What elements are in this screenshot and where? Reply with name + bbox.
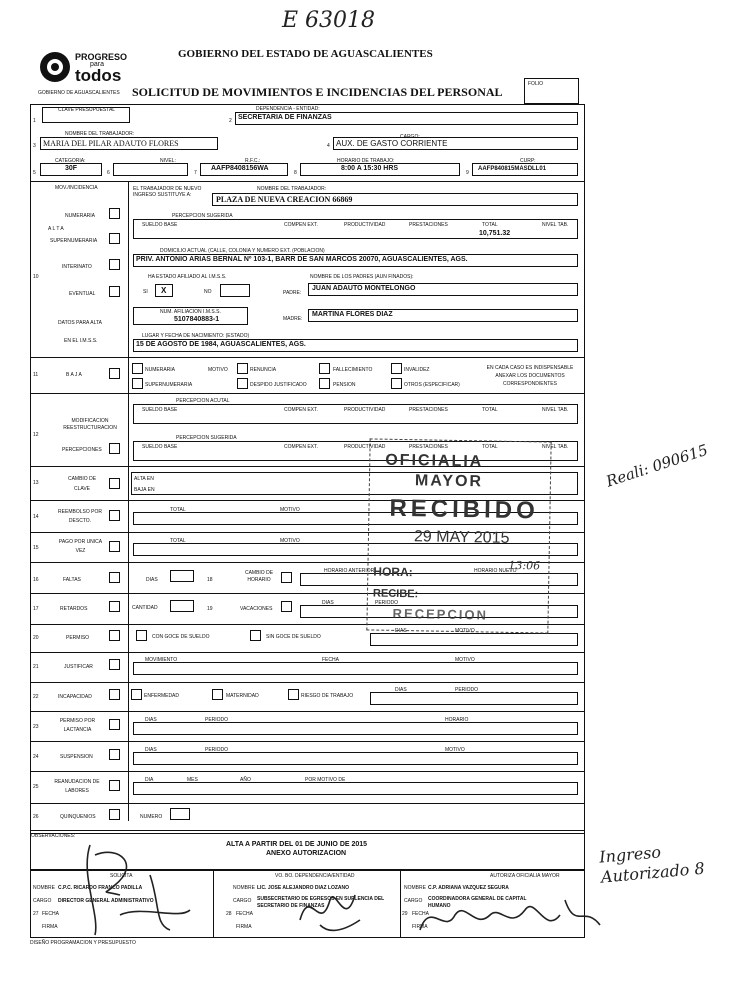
total-label: TOTAL (482, 407, 498, 413)
stamp-line2: MAYOR (414, 472, 484, 491)
horario-nuevo-label: HORARIO NUEVO (474, 568, 517, 574)
lactancia-label: PERMISO POR LACTANCIA (59, 718, 96, 733)
curp-label: CURP: (520, 158, 536, 164)
sin-goce-label: SIN GOCE DE SUELDO (266, 634, 321, 640)
padres-label: NOMBRE DE LOS PADRES (AUN FINADOS): (310, 274, 414, 280)
nombre-label: NOMBRE (233, 885, 255, 891)
curp-field[interactable] (472, 163, 578, 176)
suspension-checkbox[interactable] (109, 749, 120, 760)
datos-alta-label: DATOS PARA ALTA (58, 320, 102, 326)
vacaciones-label: VACACIONES (240, 606, 273, 612)
nombre-label: NOMBRE (33, 885, 55, 891)
rfc-field[interactable] (200, 163, 288, 176)
mov-header: MOV./INCIDENCIA (55, 185, 98, 191)
dia-label: DIA (145, 777, 154, 783)
cargo-label: CARGO (33, 898, 52, 904)
logo-caption: GOBIERNO DE AGUASCALIENTES (38, 90, 120, 96)
fecha-label: FECHA (412, 911, 429, 917)
margin-note-right-2: Ingreso Autorizado 8 (598, 842, 706, 887)
cambio-clave-checkbox[interactable] (109, 478, 120, 489)
reembolso-checkbox[interactable] (109, 510, 120, 521)
stamp-line3: RECIBIDO (389, 494, 540, 525)
row-number: 29 (402, 911, 408, 917)
productividad-label: PRODUCTIVIDAD (344, 222, 386, 228)
rfc-value: AAFP8408156WA (211, 165, 269, 172)
divider (30, 803, 585, 804)
total-value: 10,751.32 (479, 230, 511, 237)
margin-note-right-1: Reali: 090615 (603, 440, 711, 491)
row-number: 5 (33, 170, 36, 176)
baja-numeraria-label: NUMERARIA (145, 367, 176, 373)
afiliacion-field[interactable] (133, 307, 248, 325)
total-label: TOTAL (482, 444, 498, 450)
signature-scribble-2 (290, 880, 370, 940)
fecha-label: FECHA (322, 657, 339, 663)
nivel-field[interactable] (113, 163, 188, 176)
clave-label: CLAVE PRESUPUESTAL (58, 107, 116, 113)
nivel-label: NIVEL: (160, 158, 176, 164)
row-number: 26 (33, 814, 39, 820)
row-number: 20 (33, 635, 39, 641)
justificar-label: JUSTIFICAR (64, 664, 93, 670)
cantidad-label: CANTIDAD (132, 605, 158, 611)
row-number: 16 (33, 577, 39, 583)
dependencia-field[interactable] (235, 112, 578, 125)
row-number: 27 (33, 911, 39, 917)
row-number: 2 (229, 118, 232, 124)
horario-label: HORARIO DE TRABAJO: (337, 158, 395, 164)
row-number: 21 (33, 664, 39, 670)
renuncia-label: RENUNCIA (250, 367, 277, 373)
alta-label: A L T A (48, 226, 64, 232)
movimiento-label: MOVIMIENTO (145, 657, 178, 663)
motivo-label: MOTIVO (445, 747, 465, 753)
periodo-label: PERIODO (455, 687, 479, 693)
mes-label: MES (187, 777, 198, 783)
riesgo-label: RIESGO DE TRABAJO (301, 693, 354, 699)
percepcion-actual-field[interactable] (133, 404, 578, 424)
cargo-label: CARGO (404, 898, 423, 904)
dias-label: DIAS (146, 577, 158, 583)
sueldo-base-label: SUELDO BASE (142, 222, 178, 228)
sueldo-base-label: SUELDO BASE (142, 407, 178, 413)
signature-title: AUTORIZA OFICIALIA MAYOR (490, 873, 560, 879)
cambio-horario-checkbox[interactable] (281, 572, 292, 583)
divider (30, 652, 585, 653)
enfermedad-checkbox[interactable] (131, 689, 142, 700)
justificar-field[interactable] (133, 662, 578, 675)
stamp-hora-label: HORA: (373, 564, 413, 580)
lugar-label: LUGAR Y FECHA DE NACIMIENTO: (ESTADO) (142, 333, 250, 339)
cambio-clave-label: CAMBIO DE CLAVE (67, 476, 97, 492)
column-divider (400, 870, 401, 938)
cargo-label: CARGO: (400, 134, 420, 140)
fecha-label: FECHA (42, 911, 59, 917)
clave-presupuestal-field[interactable] (42, 107, 130, 123)
interinato-checkbox[interactable] (109, 259, 120, 270)
row-number: 25 (33, 784, 39, 790)
incapacidad-label: INCAPACIDAD (58, 694, 92, 700)
quinquenios-field[interactable] (170, 808, 190, 820)
column-divider (213, 870, 214, 938)
rfc-label: R.F.C.: (245, 158, 261, 164)
faltas-dias-field[interactable] (170, 570, 194, 582)
reanudacion-label: REANUDACION DE LABORES (54, 779, 100, 794)
divider (30, 682, 585, 683)
total-label: TOTAL (482, 222, 498, 228)
motivo-label: MOTIVO (280, 538, 300, 544)
despido-label: DESPIDO JUSTIFICADO (250, 382, 307, 388)
nivel-tab-label: NIVEL TAB. (542, 222, 569, 228)
renuncia-checkbox[interactable] (237, 363, 248, 374)
categoria-field[interactable] (40, 163, 102, 176)
row-number: 1 (33, 118, 36, 124)
domicilio-field[interactable] (133, 254, 578, 267)
permiso-label: PERMISO (66, 635, 90, 641)
logo-line3: todos (75, 66, 122, 85)
vacaciones-checkbox[interactable] (281, 601, 292, 612)
supernumeraria-label: SUPERNUMERARIA (50, 238, 98, 244)
row-number: 14 (33, 514, 39, 520)
row-number: 11 (33, 372, 39, 378)
dias-label: DIAS (395, 628, 407, 634)
numeraria-checkbox[interactable] (109, 208, 120, 219)
row-number: 10 (33, 274, 39, 280)
si-label: SI (143, 289, 148, 295)
prestaciones-label: PRESTACIONES (409, 444, 448, 450)
row-number: 3 (33, 143, 36, 149)
row-number: 6 (107, 170, 110, 176)
sueldo-base-label: SUELDO BASE (142, 444, 178, 450)
motivo-label: MOTIVO (455, 628, 475, 634)
divider (30, 771, 585, 772)
percepciones-checkbox[interactable] (109, 443, 120, 454)
row-number: 22 (33, 694, 39, 700)
enfermedad-label: ENFERMEDAD (144, 693, 180, 699)
percepciones-label: PERCEPCIONES (62, 447, 102, 453)
despido-checkbox[interactable] (237, 378, 248, 389)
pension-checkbox[interactable] (319, 378, 330, 389)
periodo-label: PERIODO (375, 600, 399, 606)
percepcion-sugerida-mod-label: PERCEPCION SUGERIDA (176, 435, 237, 441)
permiso-field[interactable] (370, 633, 578, 646)
observaciones-line2: ANEXO AUTORIZACION (266, 850, 347, 857)
observaciones-line1: ALTA A PARTIR DEL 01 DE JUNIO DE 2015 (226, 841, 368, 848)
motivo-label: MOTIVO (208, 367, 228, 373)
logo (38, 50, 138, 95)
maternidad-label: MATERNIDAD (226, 693, 259, 699)
plaza-value: PLAZA DE NUEVA CREACION 66869 (216, 195, 353, 204)
reembolso-label: REEMBOLSO POR DESCTO. (58, 509, 102, 524)
fecha-label: FECHA (236, 911, 253, 917)
nombre-label: NOMBRE DEL TRABAJADOR: (65, 131, 135, 137)
sustituye-field[interactable] (212, 193, 578, 206)
afiliado-label: HA ESTADO AFILIADO AL I.M.S.S. (148, 274, 227, 280)
footer-note: DISEÑO PROGRAMACION Y PRESUPUESTO (30, 940, 136, 946)
divider (30, 393, 585, 394)
form-title: SOLICITUD DE MOVIMIENTOS E INCIDENCIAS DEL PERSONAL (132, 85, 503, 99)
padre-label: PADRE: (283, 290, 302, 296)
invalidez-label: INVALIDEZ (404, 367, 430, 373)
nombre-label: NOMBRE (404, 885, 426, 891)
compen-ext-label: COMPEN EXT. (284, 222, 318, 228)
row-number: 17 (33, 606, 39, 612)
baja-note: EN CADA CASO ES INDISPENSABLE ANEXAR LOS DOCUMENTOS CORRESPONDIENTES (486, 365, 574, 387)
dias-label: DIAS (395, 687, 407, 693)
nivel-tab-label: NIVEL TAB. (542, 407, 569, 413)
signer-name: C.P. ADRIANA VAZQUEZ SEGURA (428, 885, 509, 891)
dias-label: DIAS (145, 717, 157, 723)
por-motivo-label: POR MOTIVO DE (305, 777, 346, 783)
row-number: 19 (207, 606, 213, 612)
prestaciones-label: PRESTACIONES (409, 407, 448, 413)
pension-label: PENSION (333, 382, 356, 388)
con-goce-label: CON GOCE DE SUELDO (152, 634, 210, 640)
row-number: 18 (207, 577, 213, 583)
divider (30, 741, 585, 742)
total-label: TOTAL (170, 507, 186, 513)
stamp-date: 29 MAY 2015 (413, 528, 510, 547)
compen-ext-label: COMPEN EXT. (284, 444, 318, 450)
percepcion-actual-label: PERCEPCION ACUTAL (176, 398, 230, 404)
lactancia-checkbox[interactable] (109, 719, 120, 730)
motivo-label: MOTIVO (280, 507, 300, 513)
row-number: 15 (33, 545, 39, 551)
numeraria-label: NUMERARIA (65, 213, 96, 219)
signature-title: SOLICITA (110, 873, 133, 879)
nombre-trab-label: NOMBRE DEL TRABAJADOR: (257, 186, 327, 192)
observaciones-label: OBSERVACIONES: (31, 833, 76, 839)
fallecimiento-checkbox[interactable] (319, 363, 330, 374)
domicilio-label: DOMICILIO ACTUAL (CALLE, COLONIA Y NUMERO EXT. (POBLACION) (160, 248, 325, 254)
retardos-cantidad-field[interactable] (170, 600, 194, 612)
sin-goce-checkbox[interactable] (250, 630, 261, 641)
eventual-checkbox[interactable] (109, 286, 120, 297)
retardos-checkbox[interactable] (109, 601, 120, 612)
si-checkbox[interactable] (155, 284, 173, 297)
en-imss-label: EN EL I.M.S.S. (64, 338, 98, 344)
no-label: NO (204, 289, 212, 295)
column-divider (128, 181, 129, 821)
row-number: 8 (294, 170, 297, 176)
otros-label: OTROS (ESPECIFICAR) (404, 382, 460, 388)
madre-label: MADRE: (283, 316, 303, 322)
otros-checkbox[interactable] (391, 378, 402, 389)
reception-stamp (366, 438, 551, 633)
justificar-checkbox[interactable] (109, 659, 120, 670)
signer-name: LIC. JOSE ALEJANDRO DIAZ LOZANO (257, 885, 350, 891)
periodo-label: PERIODO (205, 747, 229, 753)
lugar-field[interactable] (133, 339, 578, 352)
permiso-checkbox[interactable] (109, 630, 120, 641)
productividad-label: PRODUCTIVIDAD (344, 407, 386, 413)
invalidez-checkbox[interactable] (391, 363, 402, 374)
signer-cargo: SUBSECRETARIO DE EGRESOS EN SUPLENCIA DEL SECRETARIO DE FINANZAS (257, 896, 385, 909)
signature-scribble-1 (60, 835, 200, 945)
cargo-field[interactable] (333, 137, 578, 150)
categoria-label: CATEGORIA: (55, 158, 86, 164)
horario-value: 8:00 A 15:30 HRS (341, 165, 399, 172)
productividad-label: PRODUCTIVIDAD (344, 444, 386, 450)
signer-cargo: COORDINADORA GENERAL DE CAPITAL HUMANO (428, 896, 527, 909)
stamp-hora-value: 13:06 (508, 558, 541, 573)
prestaciones-label: PRESTACIONES (409, 222, 448, 228)
quinquenios-label: QUINQUENIOS (60, 814, 96, 820)
nivel-tab-label: NIVEL TAB. (542, 444, 569, 450)
retardos-label: RETARDOS (60, 606, 88, 612)
divider (30, 357, 585, 358)
faltas-label: FALTAS (63, 577, 81, 583)
signer-cargo: DIRECTOR GENERAL ADMINISTRATIVO (58, 898, 154, 904)
cargo-value: AUX. DE GASTO CORRIENTE (336, 139, 448, 148)
row-number: 12 (33, 432, 39, 438)
folio-label: FOLIO (528, 81, 544, 87)
dias-label: DIAS (145, 747, 157, 753)
madre-field[interactable] (308, 309, 578, 322)
logo-line2: para (90, 61, 105, 68)
handwritten-folio: E 63018 (282, 8, 376, 33)
faltas-checkbox[interactable] (109, 572, 120, 583)
logo-mark-icon (38, 50, 72, 84)
compen-ext-label: COMPEN EXT. (284, 407, 318, 413)
incapacidad-checkbox[interactable] (109, 689, 120, 700)
folio-box[interactable] (524, 78, 579, 104)
nombre-value: MARIA DEL PILAR ADAUTO FLORES (43, 139, 179, 148)
madre-value: MARTINA FLORES DIAZ (312, 311, 393, 318)
divider (30, 711, 585, 712)
stamp-recibe-label: RECIBE: (372, 587, 419, 601)
stamp-line1: OFICIALIA (385, 451, 484, 471)
periodo-label: PERIODO (205, 717, 229, 723)
horario-field[interactable] (300, 163, 460, 176)
reanudacion-checkbox[interactable] (109, 780, 120, 791)
si-mark: X (161, 286, 167, 295)
ano-label: AÑO (240, 777, 251, 783)
row-number: 23 (33, 724, 39, 730)
no-checkbox[interactable] (220, 284, 250, 297)
suspension-field[interactable] (133, 752, 578, 765)
signer-name: C.P.C. RICARDO FRANCO PADILLA (58, 885, 143, 891)
baja-label: B A J A (66, 372, 82, 378)
con-goce-checkbox[interactable] (136, 630, 147, 641)
divider (30, 181, 585, 182)
pago-unica-checkbox[interactable] (109, 541, 120, 552)
numero-label: NUMERO (140, 814, 163, 820)
lactancia-field[interactable] (133, 722, 578, 735)
afiliacion-value: 5107840883-1 (174, 316, 220, 323)
padre-value: JUAN ADAUTO MONTELONGO (312, 285, 416, 292)
supernumeraria-checkbox[interactable] (109, 233, 120, 244)
fallecimiento-label: FALLECIMIENTO (333, 367, 373, 373)
horario-anterior-label: HORARIO ANTERIOR (324, 568, 375, 574)
dependencia-label: DEPENDENCIA - ENTIDAD: (256, 106, 320, 112)
reanudacion-field[interactable] (133, 782, 578, 795)
baja-checkbox[interactable] (109, 368, 120, 379)
modificacion-label: MODIFICACION REESTRUCTURACION (63, 418, 117, 431)
firma-label: FIRMA (236, 924, 252, 930)
dependencia-value: SECRETARIA DE FINANZAS (238, 114, 332, 121)
alta-en-label: ALTA EN (134, 476, 154, 482)
sustituye-label: EL TRABAJADOR DE NUEVO INGRESO SUSTITUYE A: (133, 186, 202, 198)
row-number: 9 (466, 170, 469, 176)
riesgo-checkbox[interactable] (288, 689, 299, 700)
categoria-value: 30F (65, 165, 78, 172)
baja-en-label: BAJA EN (134, 487, 155, 493)
logo-line1: PROGRESO (75, 52, 128, 62)
maternidad-checkbox[interactable] (212, 689, 223, 700)
quinquenios-checkbox[interactable] (109, 809, 120, 820)
curp-value: AAFP840815MASDLL01 (478, 166, 547, 172)
firma-label: FIRMA (412, 924, 428, 930)
stamp-line4: RECEPCION (392, 605, 489, 623)
percepcion-alta-field[interactable] (133, 219, 578, 239)
dias-label: DIAS (322, 600, 334, 606)
cargo-label: CARGO (233, 898, 252, 904)
percepcion-sugerida-label: PERCEPCION SUGERIDA (172, 213, 233, 219)
signature-scribble-3 (415, 890, 615, 945)
row-number: 28 (226, 911, 232, 917)
signature-title: VO. BO. DEPENDENCIA/ENTIDAD (275, 873, 355, 879)
baja-numeraria-checkbox[interactable] (132, 363, 143, 374)
horario-label: HORARIO (445, 717, 469, 723)
interinato-label: INTERINATO (62, 264, 92, 270)
baja-supernumeraria-checkbox[interactable] (132, 378, 143, 389)
row-number: 24 (33, 754, 39, 760)
gov-title: GOBIERNO DEL ESTADO DE AGUASCALIENTES (178, 48, 433, 60)
total-label: TOTAL (170, 538, 186, 544)
padre-field[interactable] (308, 283, 578, 296)
firma-label: FIRMA (42, 924, 58, 930)
domicilio-value: PRIV. ANTONIO ARIAS BERNAL Nº 103-1, BARR DE SAN MARCOS 20070, AGUASCALIENTES, AGS. (136, 256, 468, 263)
baja-supernumeraria-label: SUPERNUMERARIA (145, 382, 193, 388)
nombre-field[interactable] (40, 137, 218, 150)
pago-unica-label: PAGO POR UNICA VEZ (58, 539, 103, 554)
suspension-label: SUSPENSION (60, 754, 93, 760)
row-number: 4 (327, 143, 330, 149)
motivo-label: MOTIVO (455, 657, 475, 663)
cambio-horario-label: CAMBIO DE HORARIO (244, 570, 274, 583)
incapacidad-field[interactable] (370, 692, 578, 705)
afiliacion-label: NUM. AFILIACION I.M.S.S. (160, 309, 221, 315)
row-number: 13 (33, 480, 39, 486)
eventual-label: EVENTUAL (69, 291, 96, 297)
row-number: 7 (194, 170, 197, 176)
lugar-value: 15 DE AGOSTO DE 1984, AGUASCALIENTES, AGS. (136, 341, 306, 348)
